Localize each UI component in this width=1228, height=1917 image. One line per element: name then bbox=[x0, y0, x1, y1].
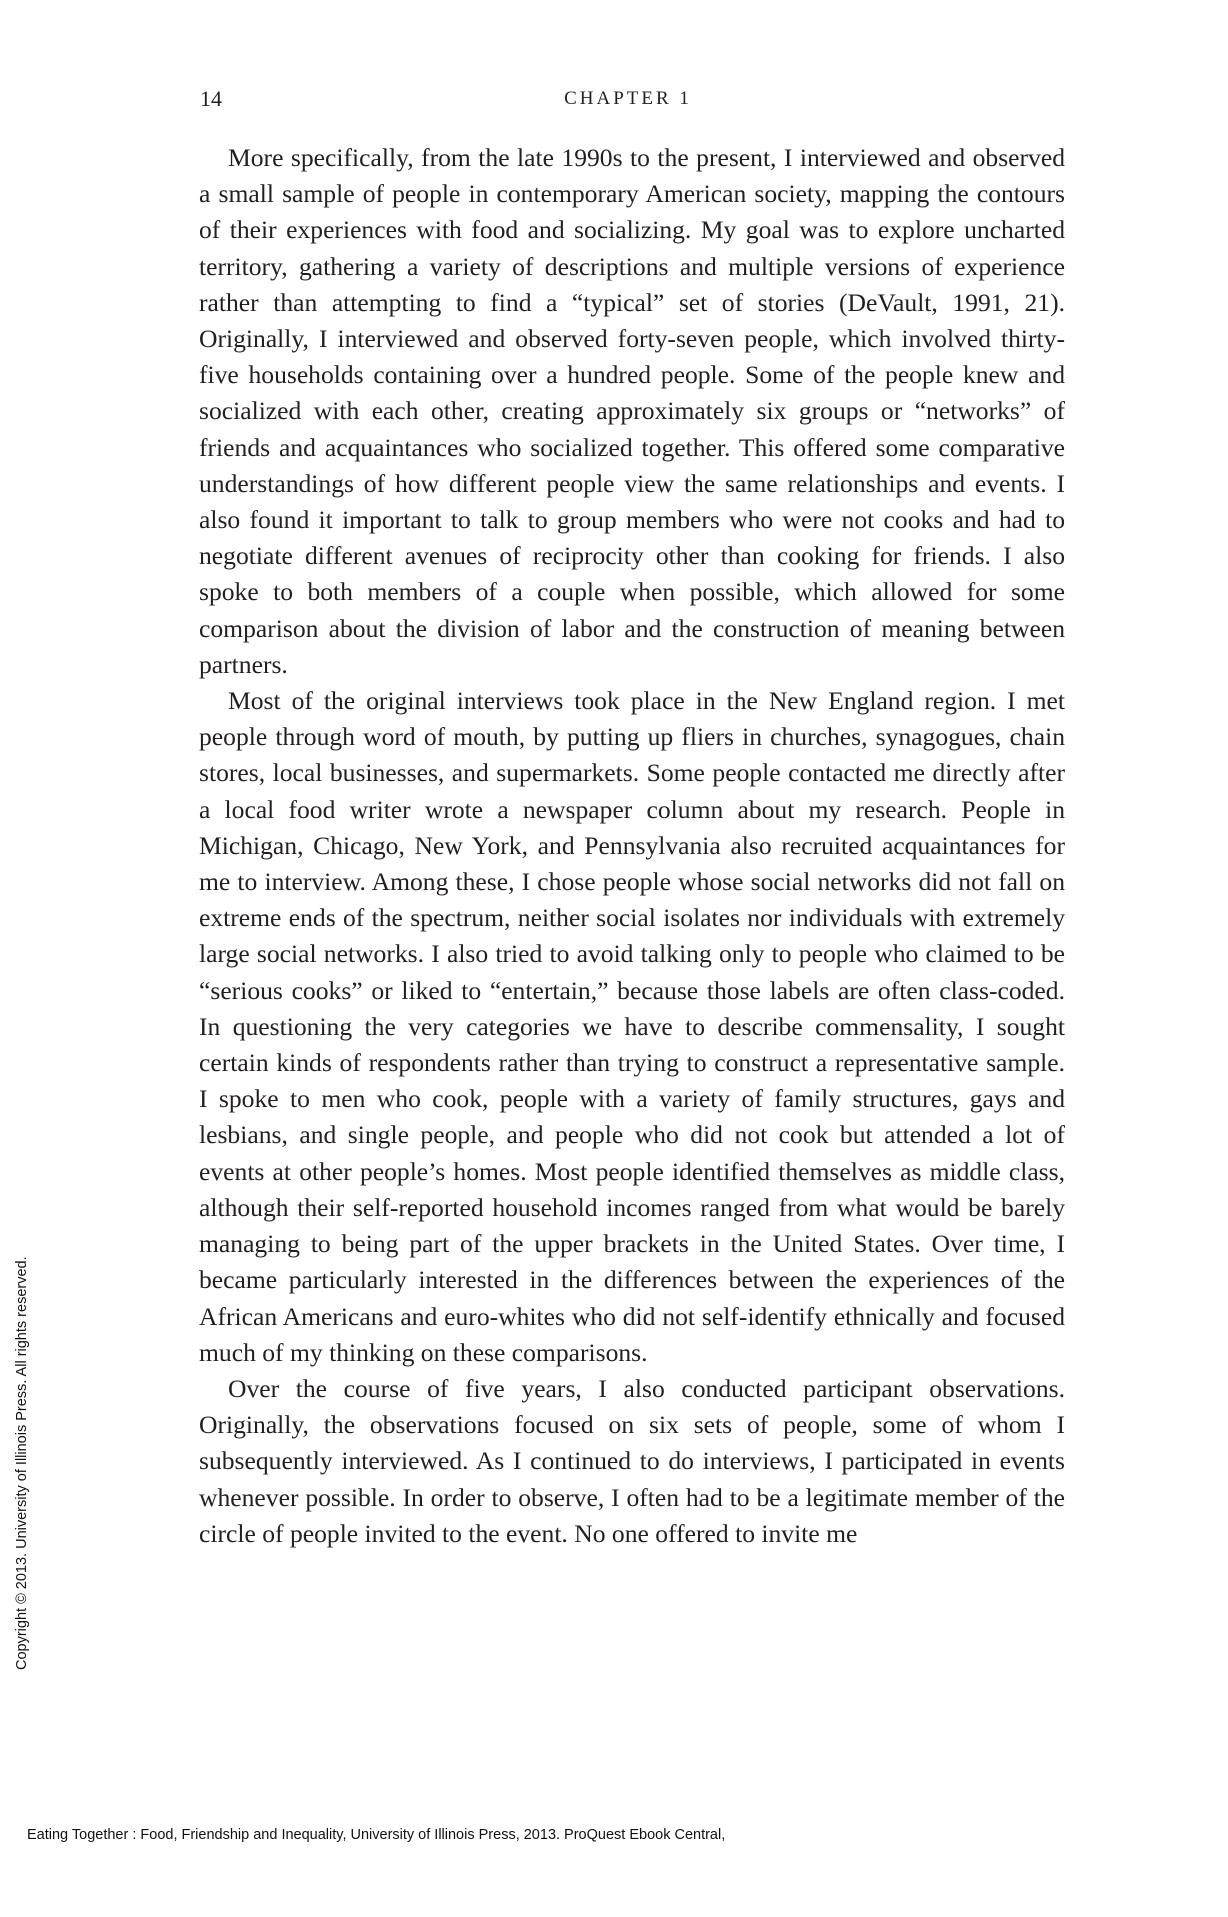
paragraph-3: Over the course of five years, I also conducted participant observations. Originally, the observations focused on six sets of people, some of whom I subsequently interviewed. As I continued to do interviews, I participated in events whenever possible. In order to observe, I often had to be a legitimate member of the circle of people invited to the event. No one offered to invite me bbox=[199, 1373, 1065, 1548]
footer-citation: Eating Together : Food, Friendship and Inequality, University of Illinois Press, 2013. ProQuest Ebook Central, bbox=[27, 1827, 726, 1843]
body-text bbox=[199, 140, 1065, 1552]
running-head: CHAPTER 1 bbox=[564, 88, 692, 109]
paragraph-2: Most of the original interviews took place in the New England region. I met people through word of mouth, by putting up fliers in churches, synagogues, chain stores, local businesses, and supermarkets. Some people contacted me directly after a local food writer wrote a newspaper column about my research. People in Michigan, Chicago, New York, and Pennsylvania also recruited acquaintances for me to interview. Among these, I chose people whose social networks did not fall on extreme ends of the spectrum, neither social isolates nor individuals with extremely large social networks. I also tried to avoid talking only to people who claimed to be “serious cooks” or liked to “entertain,” because those labels are often class-coded. In questioning the very categories we have to describe commensality, I sought certain kinds of respondents rather than trying to construct a representative sample. I spoke to men who cook, people with a variety of family structures, gays and lesbians, and single people, and people who did not cook but attended a lot of events at other people’s homes. Most people identified themselves as middle class, although their self-reported household incomes ranged from what would be barely managing to being part of the upper brackets in the United States. Over time, I became particularly interested in the differences between the experiences of the African Americans and euro-whites who did not self-identify ethnically and focused much of my thinking on these comparisons. bbox=[199, 686, 1065, 1367]
paragraph-1: More specifically, from the late 1990s to the present, I interviewed and observed a small sample of people in contemporary American society, mapping the contours of their experiences with food and socializing. My goal was to explore uncharted territory, gathering a variety of descriptions and multiple versions of experience rather than attempting to find a “typical” set of stories (DeVault, 1991, 21). Originally, I interviewed and observed forty-seven people, which involved thirty-five households containing over a hundred people. Some of the people knew and socialized with each other, creating approximately six groups or “networks” of friends and acquaintances who socialized together. This offered some comparative understandings of how different people view the same relationships and events. I also found it important to talk to group members who were not cooks and had to negotiate different avenues of reciprocity other than cooking for friends. I also spoke to both members of a couple when possible, which allowed for some comparison about the division of labor and the construction of meaning between partners. bbox=[199, 143, 1065, 679]
page-number: 14 bbox=[200, 86, 222, 111]
copyright-note: Copyright © 2013. University of Illinois Press. All rights reserved. bbox=[14, 1256, 30, 1670]
